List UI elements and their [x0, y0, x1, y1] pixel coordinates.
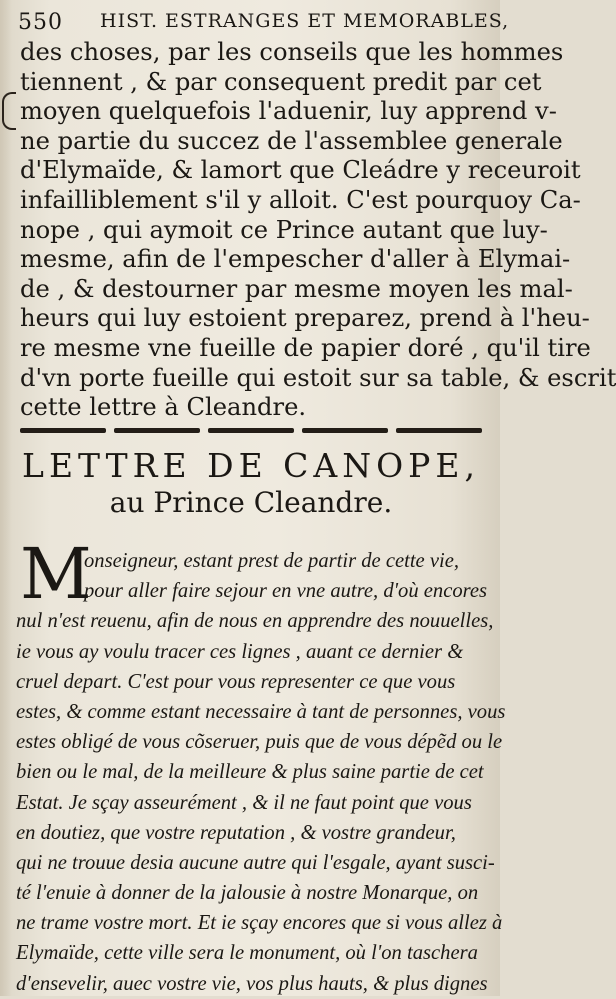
- letter-line: pour aller faire sejour en vne autre, d'où encores: [84, 580, 488, 603]
- letter-line: nul n'est reuenu, afin de nous en apprendre des nouuelles,: [16, 610, 494, 633]
- letter-line: estes, & comme estant necessaire à tant de personnes, vous: [16, 700, 506, 723]
- letter-line: té l'enuie à donner de la jalousie à nostre Monarque, on: [16, 882, 479, 905]
- letter-line: en doutiez, que vostre reputation , & vostre grandeur,: [16, 821, 456, 844]
- letter-subheading: au Prince Cleandre.: [109, 486, 393, 519]
- letter-line: estes obligé de vous cõseruer, puis que de vous dépẽd ou le: [16, 731, 503, 754]
- drop-cap-initial: M: [20, 533, 92, 615]
- letter-line: qui ne trouue desia aucune autre qui l'esgale, ayant susci-: [16, 851, 495, 874]
- rule-segment: [20, 428, 106, 433]
- letter-line: ie vous ay voulu tracer ces lignes , auant ce dernier &: [16, 640, 464, 663]
- page-gutter-shadow: [0, 0, 12, 996]
- letter-line: Elymaïde, cette ville sera le monument, où l'on taschera: [16, 942, 478, 965]
- text-line: nope , qui aymoit ce Prince autant que luy-: [20, 215, 548, 244]
- narrative-paragraph: [20, 38, 616, 423]
- text-line: cette lettre à Cleandre.: [20, 393, 307, 422]
- text-line: ne partie du succez de l'assemblee generale: [20, 126, 563, 155]
- rule-segment: [302, 428, 388, 433]
- text-line: des choses, par les conseils que les hommes: [20, 38, 564, 66]
- margin-bracket-mark: [2, 92, 16, 130]
- letter-line: bien ou le mal, de la meilleure & plus saine partie de cet: [16, 761, 484, 784]
- running-title: HIST. ESTRANGES ET MEMORABLES,: [100, 10, 510, 32]
- text-line: infailliblement s'il y alloit. C'est pourquoy Ca-: [20, 185, 581, 214]
- text-line: de , & destourner par mesme moyen les mal-: [20, 274, 573, 303]
- text-line: tiennent , & par consequent predit par cet: [20, 67, 542, 96]
- text-line: d'vn porte fueille qui estoit sur sa table, & escrit: [20, 363, 616, 392]
- letter-line: ne trame vostre mort. Et ie sçay encores que si vous allez à: [16, 912, 503, 935]
- letter-body: [16, 546, 506, 999]
- text-line: moyen quelquefois l'aduenir, luy apprend v-: [20, 97, 557, 126]
- rule-segment: [396, 428, 482, 433]
- rule-segment: [208, 428, 294, 433]
- text-line: heurs qui luy estoient preparez, prend à l'heu-: [20, 304, 590, 333]
- text-line: re mesme vne fueille de papier doré , qu'il tire: [20, 333, 591, 362]
- text-line: mesme, afin de l'empescher d'aller à Elymai-: [20, 245, 571, 274]
- letter-line: Estat. Je sçay asseurément , & il ne faut point que vous: [16, 791, 472, 814]
- ornamental-rule: [20, 426, 482, 436]
- text-line: d'Elymaïde, & lamort que Cleádre y receuroit: [20, 156, 581, 185]
- running-header: [18, 4, 510, 42]
- letter-line: d'ensevelir, auec vostre vie, vos plus hauts, & plus dignes: [16, 972, 488, 995]
- rule-segment: [114, 428, 200, 433]
- letter-line: onseigneur, estant prest de partir de cette vie,: [84, 550, 459, 572]
- page-number: 550: [18, 10, 63, 35]
- letter-heading: LETTRE DE CANOPE,: [22, 446, 480, 485]
- letter-line: cruel depart. C'est pour vous representer ce que vous: [16, 670, 456, 693]
